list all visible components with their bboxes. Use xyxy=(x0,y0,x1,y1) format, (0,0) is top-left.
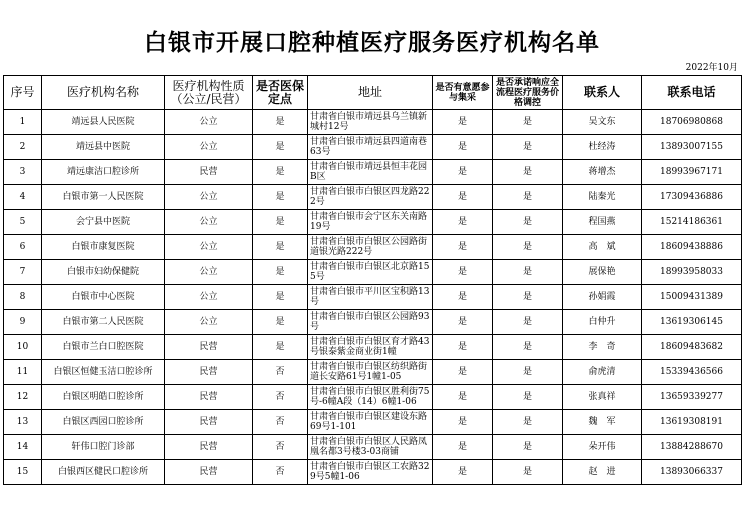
cell-committed: 是 xyxy=(493,335,563,360)
cell-seq: 12 xyxy=(4,385,42,410)
cell-joined: 是 xyxy=(433,410,493,435)
cell-name: 白银市中心医院 xyxy=(42,285,165,310)
header-joined: 是否有意愿参与集采 xyxy=(433,76,493,110)
table-row xyxy=(4,260,742,285)
cell-address: 甘肃省白银市靖远县四道南巷63号 xyxy=(308,135,433,160)
table-row xyxy=(4,160,742,185)
cell-committed: 是 xyxy=(493,185,563,210)
cell-seq: 14 xyxy=(4,435,42,460)
cell-phone: 18993958033 xyxy=(642,260,742,285)
cell-address: 甘肃省白银市白银区育才路43号银泰紫金商业街1幢 xyxy=(308,335,433,360)
cell-joined: 是 xyxy=(433,360,493,385)
cell-name: 白银西区健民口腔诊所 xyxy=(42,460,165,485)
cell-contact: 白仲升 xyxy=(563,310,642,335)
cell-committed: 是 xyxy=(493,210,563,235)
cell-seq: 9 xyxy=(4,310,42,335)
cell-joined: 是 xyxy=(433,285,493,310)
cell-joined: 是 xyxy=(433,135,493,160)
cell-insured: 是 xyxy=(253,335,308,360)
cell-committed: 是 xyxy=(493,310,563,335)
cell-nature: 公立 xyxy=(165,185,253,210)
cell-committed: 是 xyxy=(493,135,563,160)
cell-name: 白银区西园口腔诊所 xyxy=(42,410,165,435)
cell-contact: 张真祥 xyxy=(563,385,642,410)
cell-seq: 13 xyxy=(4,410,42,435)
cell-committed: 是 xyxy=(493,410,563,435)
cell-phone: 13619306145 xyxy=(642,310,742,335)
cell-address: 甘肃省白银市白银区胜利街75号-6幢A段（14）6幢1-06 xyxy=(308,385,433,410)
table-row xyxy=(4,385,742,410)
cell-contact: 杜经涛 xyxy=(563,135,642,160)
table-row xyxy=(4,435,742,460)
cell-contact: 李 奇 xyxy=(563,335,642,360)
cell-seq: 15 xyxy=(4,460,42,485)
cell-phone: 18609438886 xyxy=(642,235,742,260)
table-header-row xyxy=(4,76,742,110)
cell-insured: 是 xyxy=(253,160,308,185)
cell-seq: 1 xyxy=(4,110,42,135)
cell-committed: 是 xyxy=(493,360,563,385)
cell-nature: 公立 xyxy=(165,310,253,335)
cell-name: 白银市第一人民医院 xyxy=(42,185,165,210)
cell-nature: 民营 xyxy=(165,335,253,360)
cell-contact: 程国燕 xyxy=(563,210,642,235)
cell-insured: 是 xyxy=(253,135,308,160)
cell-address: 甘肃省白银市白银区公园路93号 xyxy=(308,310,433,335)
cell-address: 甘肃省白银市靖远县乌兰镇新城村12号 xyxy=(308,110,433,135)
cell-seq: 7 xyxy=(4,260,42,285)
cell-phone: 13659339277 xyxy=(642,385,742,410)
cell-nature: 民营 xyxy=(165,410,253,435)
cell-nature: 民营 xyxy=(165,435,253,460)
cell-name: 白银区明皓口腔诊所 xyxy=(42,385,165,410)
cell-phone: 18609483682 xyxy=(642,335,742,360)
cell-phone: 17309436886 xyxy=(642,185,742,210)
table-row xyxy=(4,185,742,210)
cell-nature: 公立 xyxy=(165,135,253,160)
cell-address: 甘肃省白银市白银区工农路329号5幢1-06 xyxy=(308,460,433,485)
cell-address: 甘肃省白银市白银区北京路155号 xyxy=(308,260,433,285)
cell-name: 白银市兰白口腔医院 xyxy=(42,335,165,360)
header-nature: 医疗机构性质（公立/民营） xyxy=(165,76,253,110)
table-row xyxy=(4,210,742,235)
cell-joined: 是 xyxy=(433,385,493,410)
cell-phone: 13619308191 xyxy=(642,410,742,435)
cell-name: 轩伟口腔门诊部 xyxy=(42,435,165,460)
cell-phone: 13893007155 xyxy=(642,135,742,160)
cell-joined: 是 xyxy=(433,210,493,235)
cell-insured: 否 xyxy=(253,385,308,410)
cell-nature: 民营 xyxy=(165,460,253,485)
table-row xyxy=(4,360,742,385)
cell-joined: 是 xyxy=(433,160,493,185)
cell-insured: 是 xyxy=(253,185,308,210)
cell-insured: 是 xyxy=(253,285,308,310)
cell-insured: 是 xyxy=(253,310,308,335)
cell-insured: 是 xyxy=(253,110,308,135)
table-row xyxy=(4,135,742,160)
cell-phone: 18706980868 xyxy=(642,110,742,135)
cell-nature: 公立 xyxy=(165,210,253,235)
cell-contact: 魏 军 xyxy=(563,410,642,435)
cell-committed: 是 xyxy=(493,235,563,260)
cell-address: 甘肃省白银市靖远县恒丰花园B区 xyxy=(308,160,433,185)
cell-insured: 否 xyxy=(253,460,308,485)
header-contact: 联系人 xyxy=(563,76,642,110)
cell-name: 会宁县中医院 xyxy=(42,210,165,235)
cell-address: 甘肃省白银市白银区纺织路街道长安路61号1幢1-05 xyxy=(308,360,433,385)
cell-nature: 民营 xyxy=(165,360,253,385)
cell-joined: 是 xyxy=(433,185,493,210)
cell-joined: 是 xyxy=(433,435,493,460)
document-date: 2022年10月 xyxy=(685,63,738,73)
cell-joined: 是 xyxy=(433,335,493,360)
cell-phone: 15009431389 xyxy=(642,285,742,310)
cell-name: 靖远县人民医院 xyxy=(42,110,165,135)
cell-insured: 否 xyxy=(253,435,308,460)
cell-seq: 2 xyxy=(4,135,42,160)
cell-seq: 6 xyxy=(4,235,42,260)
cell-name: 白银市第二人民医院 xyxy=(42,310,165,335)
cell-joined: 是 xyxy=(433,460,493,485)
cell-contact: 俞虎清 xyxy=(563,360,642,385)
cell-contact: 朵开伟 xyxy=(563,435,642,460)
cell-contact: 孙娟霞 xyxy=(563,285,642,310)
cell-insured: 是 xyxy=(253,210,308,235)
cell-address: 甘肃省白银市白银区建设东路69号1-101 xyxy=(308,410,433,435)
cell-seq: 5 xyxy=(4,210,42,235)
table-row xyxy=(4,460,742,485)
cell-name: 靖远县中医院 xyxy=(42,135,165,160)
header-committed: 是否承诺响应全流程医疗服务价格调控 xyxy=(493,76,563,110)
cell-joined: 是 xyxy=(433,310,493,335)
cell-phone: 18993967171 xyxy=(642,160,742,185)
page-title: 白银市开展口腔种植医疗服务医疗机构名单 xyxy=(144,30,600,56)
header-seq: 序号 xyxy=(4,76,42,110)
cell-committed: 是 xyxy=(493,435,563,460)
cell-address: 甘肃省白银市白银区公园路街道银光路222号 xyxy=(308,235,433,260)
cell-insured: 是 xyxy=(253,235,308,260)
table-row xyxy=(4,410,742,435)
cell-committed: 是 xyxy=(493,110,563,135)
table-row xyxy=(4,110,742,135)
table-row xyxy=(4,235,742,260)
cell-seq: 3 xyxy=(4,160,42,185)
cell-contact: 高 斌 xyxy=(563,235,642,260)
cell-name: 白银市妇幼保健院 xyxy=(42,260,165,285)
cell-seq: 10 xyxy=(4,335,42,360)
cell-contact: 吴文东 xyxy=(563,110,642,135)
table-row xyxy=(4,285,742,310)
cell-nature: 公立 xyxy=(165,110,253,135)
cell-contact: 展保艳 xyxy=(563,260,642,285)
cell-committed: 是 xyxy=(493,460,563,485)
cell-nature: 民营 xyxy=(165,385,253,410)
cell-address: 甘肃省白银市会宁区东关南路19号 xyxy=(308,210,433,235)
cell-nature: 民营 xyxy=(165,160,253,185)
cell-seq: 4 xyxy=(4,185,42,210)
cell-seq: 8 xyxy=(4,285,42,310)
cell-name: 白银区恒健玉洁口腔诊所 xyxy=(42,360,165,385)
cell-committed: 是 xyxy=(493,160,563,185)
cell-contact: 陆秦光 xyxy=(563,185,642,210)
cell-nature: 公立 xyxy=(165,260,253,285)
cell-address: 甘肃省白银市白银区人民路凤凰名都3号楼3-03商铺 xyxy=(308,435,433,460)
cell-joined: 是 xyxy=(433,110,493,135)
table-row xyxy=(4,310,742,335)
cell-name: 靖远康洁口腔诊所 xyxy=(42,160,165,185)
cell-contact: 蒋增杰 xyxy=(563,160,642,185)
cell-address: 甘肃省白银市白银区四龙路222号 xyxy=(308,185,433,210)
header-name: 医疗机构名称 xyxy=(42,76,165,110)
cell-committed: 是 xyxy=(493,385,563,410)
cell-contact: 赵 进 xyxy=(563,460,642,485)
table-body xyxy=(4,110,742,485)
header-phone: 联系电话 xyxy=(642,76,742,110)
institution-table xyxy=(3,75,742,485)
cell-phone: 13884288670 xyxy=(642,435,742,460)
header-address: 地址 xyxy=(308,76,433,110)
cell-phone: 15214186361 xyxy=(642,210,742,235)
cell-insured: 否 xyxy=(253,360,308,385)
cell-phone: 13893066337 xyxy=(642,460,742,485)
cell-address: 甘肃省白银市平川区宝积路13号 xyxy=(308,285,433,310)
header-insured: 是否医保定点 xyxy=(253,76,308,110)
cell-insured: 是 xyxy=(253,260,308,285)
cell-joined: 是 xyxy=(433,260,493,285)
cell-phone: 15339436566 xyxy=(642,360,742,385)
cell-nature: 公立 xyxy=(165,235,253,260)
cell-insured: 否 xyxy=(253,410,308,435)
cell-seq: 11 xyxy=(4,360,42,385)
cell-committed: 是 xyxy=(493,285,563,310)
table-row xyxy=(4,335,742,360)
cell-joined: 是 xyxy=(433,235,493,260)
cell-name: 白银市康复医院 xyxy=(42,235,165,260)
cell-nature: 公立 xyxy=(165,285,253,310)
cell-committed: 是 xyxy=(493,260,563,285)
